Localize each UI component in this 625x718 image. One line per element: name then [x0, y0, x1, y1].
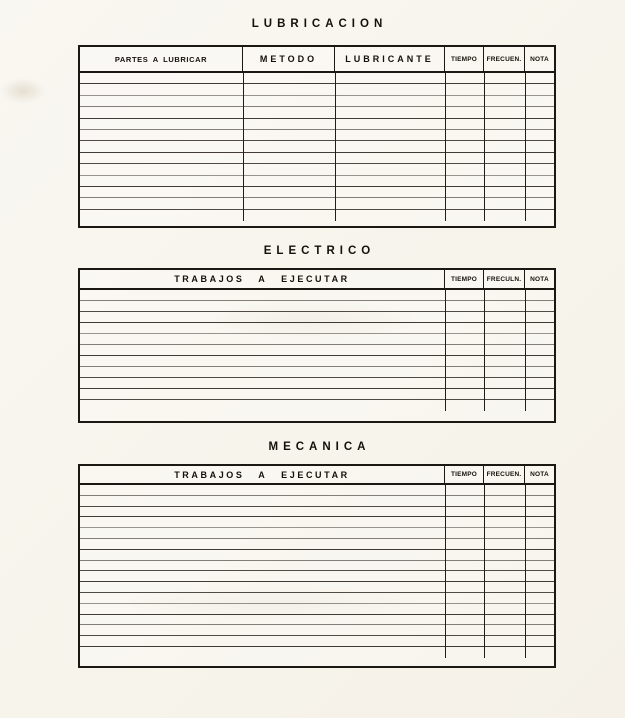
col-header-trabajos-a-ejecutar: TRABAJOS A EJECUTAR	[80, 270, 445, 288]
empty-row	[80, 323, 554, 334]
col-header-frecuen: FRECULN.	[484, 270, 525, 288]
section-title: MECANICA	[268, 441, 371, 453]
empty-row	[80, 345, 554, 356]
col-header-nota: NOTA	[530, 471, 549, 478]
empty-row	[80, 539, 554, 550]
empty-row	[80, 130, 554, 141]
table-header-row	[80, 47, 554, 73]
column-divider	[484, 485, 485, 658]
col-header-tiempo: TIEMPO	[445, 47, 484, 71]
empty-row	[80, 517, 554, 528]
column-divider	[525, 290, 526, 411]
col-header-frecuen: FRECUEN.	[484, 47, 525, 71]
table-header-row	[80, 270, 554, 290]
empty-row	[80, 198, 554, 209]
col-header-metodo: METODO	[243, 47, 335, 71]
empty-row	[80, 312, 554, 323]
empty-row	[80, 378, 554, 389]
electrico-table	[78, 268, 556, 423]
section-electrico	[78, 243, 556, 423]
empty-row	[80, 210, 554, 221]
section-lubricacion	[78, 16, 556, 228]
empty-row	[80, 290, 554, 301]
empty-row	[80, 561, 554, 572]
table-header-row	[80, 466, 554, 485]
empty-row	[80, 187, 554, 198]
empty-row	[80, 615, 554, 626]
col-header-nota: NOTA	[530, 55, 549, 63]
column-divider	[445, 485, 446, 658]
scan-artifact	[0, 78, 46, 104]
column-divider	[525, 485, 526, 658]
empty-row	[80, 107, 554, 118]
empty-row	[80, 176, 554, 187]
col-header-frecuen: FRECUEN.	[484, 466, 525, 483]
section-title: LUBRICACION	[251, 18, 388, 30]
empty-row	[80, 604, 554, 615]
empty-row	[80, 141, 554, 152]
empty-row	[80, 582, 554, 593]
col-header-lubricante: LUBRICANTE	[335, 47, 445, 71]
column-divider	[445, 73, 446, 221]
empty-row	[80, 593, 554, 604]
column-divider	[484, 73, 485, 221]
empty-row	[80, 571, 554, 582]
empty-row	[80, 647, 554, 658]
empty-row	[80, 119, 554, 130]
empty-row	[80, 367, 554, 378]
empty-row	[80, 528, 554, 539]
section-title: ELECTRICO	[263, 245, 376, 257]
empty-row	[80, 84, 554, 95]
empty-row	[80, 334, 554, 345]
table-body	[80, 290, 554, 411]
table-body	[80, 73, 554, 221]
section-mecanica	[78, 439, 556, 668]
table-body	[80, 485, 554, 658]
empty-row	[80, 485, 554, 496]
column-divider	[525, 73, 526, 221]
col-header-tiempo: TIEMPO	[445, 466, 484, 483]
lubricacion-table	[78, 45, 556, 228]
col-header-partes-a-lubricar: PARTES A LUBRICAR	[80, 47, 243, 71]
col-header-nota: NOTA	[530, 275, 549, 283]
empty-row	[80, 496, 554, 507]
empty-row	[80, 550, 554, 561]
empty-row	[80, 636, 554, 647]
column-divider	[484, 290, 485, 411]
empty-row	[80, 96, 554, 107]
column-divider	[243, 73, 244, 221]
empty-row	[80, 301, 554, 312]
empty-row	[80, 73, 554, 84]
empty-row	[80, 625, 554, 636]
col-header-tiempo: TIEMPO	[445, 270, 484, 288]
mecanica-table	[78, 464, 556, 668]
column-divider	[335, 73, 336, 221]
empty-row	[80, 400, 554, 411]
empty-row	[80, 507, 554, 518]
empty-row	[80, 356, 554, 367]
empty-row	[80, 153, 554, 164]
column-divider	[445, 290, 446, 411]
empty-row	[80, 389, 554, 400]
col-header-trabajos-a-ejecutar: TRABAJOS A EJECUTAR	[80, 466, 445, 483]
empty-row	[80, 164, 554, 175]
